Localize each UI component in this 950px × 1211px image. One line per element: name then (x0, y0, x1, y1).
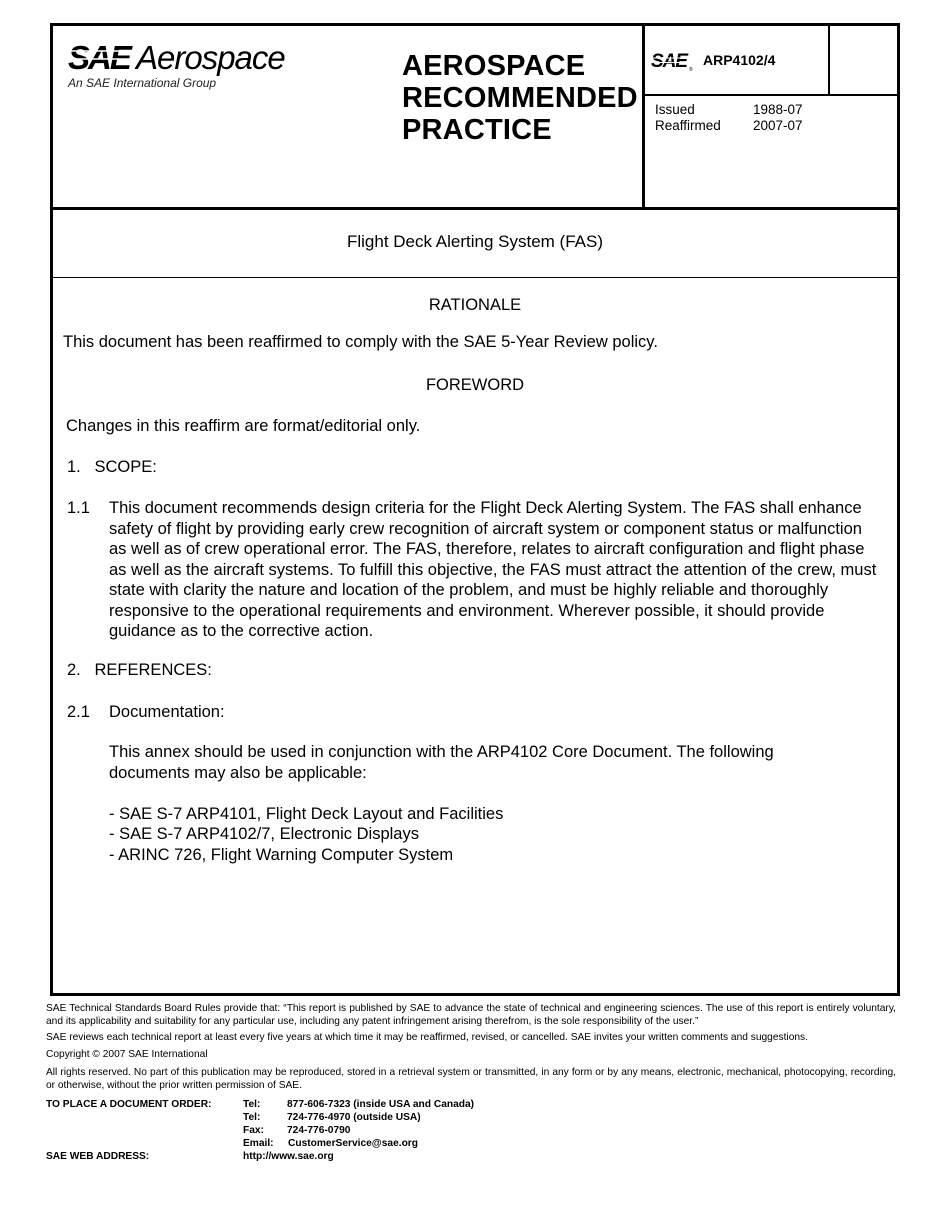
fax-label: Fax: (243, 1125, 264, 1136)
issued-date: 1988-07 (753, 102, 803, 117)
title-line-1: AEROSPACE (402, 50, 586, 82)
footer-rules-text: SAE Technical Standards Board Rules provide that: “This report is published by SAE to advance the state of technical and engineering sciences. The use of this report is entirely voluntary, and its applicability and suitability for any particular use, including any patent infringement arising therefrom, is the sole responsibility of the user.” (46, 1003, 896, 1027)
footer-rights-text: All rights reserved. No part of this publication may be reproduced, stored in a retrieval system or transmitted, in any form or by any means, electronic, mechanical, photocopying, recording, or otherwise, without the prior written permission of SAE. (46, 1067, 896, 1091)
rationale-heading: RATIONALE (428, 296, 522, 314)
tel-inside: 877-606-7323 (inside USA and Canada) (287, 1099, 475, 1110)
reaffirmed-label: Reaffirmed (655, 118, 721, 133)
tel-outside: 724-776-4970 (outside USA) (287, 1112, 421, 1123)
tel-label: Tel: (243, 1112, 261, 1123)
foreword-heading: FOREWORD (425, 376, 525, 394)
documentation-text: This annex should be used in conjunction with the ARP4102 Core Document. The following documents may also be applicable: (109, 743, 774, 782)
footer-rights (46, 1067, 896, 1092)
footer-review (46, 1032, 896, 1045)
footer-rules (46, 1003, 896, 1028)
reaffirmed-date: 2007-07 (753, 118, 803, 133)
sae-logo-icon (68, 38, 318, 78)
reference-item: - SAE S-7 ARP4101, Flight Deck Layout and Facilities (109, 805, 504, 823)
scope-number: 1.1 (67, 499, 90, 517)
document-type-title (402, 50, 638, 146)
email-address[interactable]: CustomerService@sae.org (288, 1138, 418, 1149)
title-bottom-rule (53, 277, 897, 278)
documentation-heading: Documentation: (109, 703, 225, 721)
footer-copyright (46, 1049, 896, 1062)
document-title: Flight Deck Alerting System (FAS) (346, 232, 604, 251)
order-label: TO PLACE A DOCUMENT ORDER: (46, 1099, 212, 1110)
document-number: ARP4102/4 (703, 52, 776, 68)
scope-text: This document recommends design criteria for the Flight Deck Alerting System. The FAS shall enhance safety of flight by providing early crew recognition of aircraft system or component status or malfunction as well as of crew operational error. The FAS, therefore, relates to aircraft configuration and flight phase as well as the aircraft systems. To fulfill this objective, the FAS must attract the attention of the crew, must state with clarity the nature and location of the problem, and must be highly reliable and thoroughly responsive to the operational requirements and environment. Wherever possible, it should provide guidance as to the corrective action. (109, 499, 877, 640)
scope-heading: 1. SCOPE: (67, 458, 157, 476)
header-bottom-rule (50, 207, 900, 210)
svg-text:®: ® (689, 67, 693, 72)
title-line-3: PRACTICE (402, 114, 552, 146)
footer-review-text: SAE reviews each technical report at least every five years at which time it may be reaffirmed, revised, or cancelled. SAE invites your written comments and suggestions. (46, 1032, 808, 1043)
sae-mark-icon (651, 50, 697, 72)
web-address[interactable]: http://www.sae.org (243, 1151, 334, 1162)
tel-label: Tel: (243, 1099, 261, 1110)
references-heading: 2. REFERENCES: (67, 661, 212, 679)
svg-text:SAE: SAE (68, 39, 130, 76)
reference-item: - SAE S-7 ARP4102/7, Electronic Displays (109, 825, 419, 843)
svg-text:Aerospace: Aerospace (136, 39, 285, 76)
logo-subtitle: An SAE International Group (68, 76, 217, 90)
footer-copyright-text: Copyright © 2007 SAE International (46, 1049, 208, 1060)
docnum-underline (642, 94, 900, 96)
fax-number: 724-776-0790 (287, 1125, 351, 1136)
header-divider-vertical (642, 23, 645, 209)
rationale-text: This document has been reaffirmed to comply with the SAE 5-Year Review policy. (63, 333, 658, 351)
header-corner-divider (828, 23, 830, 96)
email-label: Email: (243, 1138, 274, 1149)
documentation-number: 2.1 (67, 703, 90, 721)
issued-label: Issued (655, 102, 695, 117)
web-label: SAE WEB ADDRESS: (46, 1151, 150, 1162)
sae-aerospace-logo (68, 38, 318, 98)
foreword-text: Changes in this reaffirm are format/editorial only. (66, 417, 421, 435)
reference-item: - ARINC 726, Flight Warning Computer System (109, 846, 454, 864)
svg-text:SAE: SAE (651, 51, 688, 72)
issue-dates (655, 102, 803, 134)
title-line-2: RECOMMENDED (402, 82, 638, 114)
